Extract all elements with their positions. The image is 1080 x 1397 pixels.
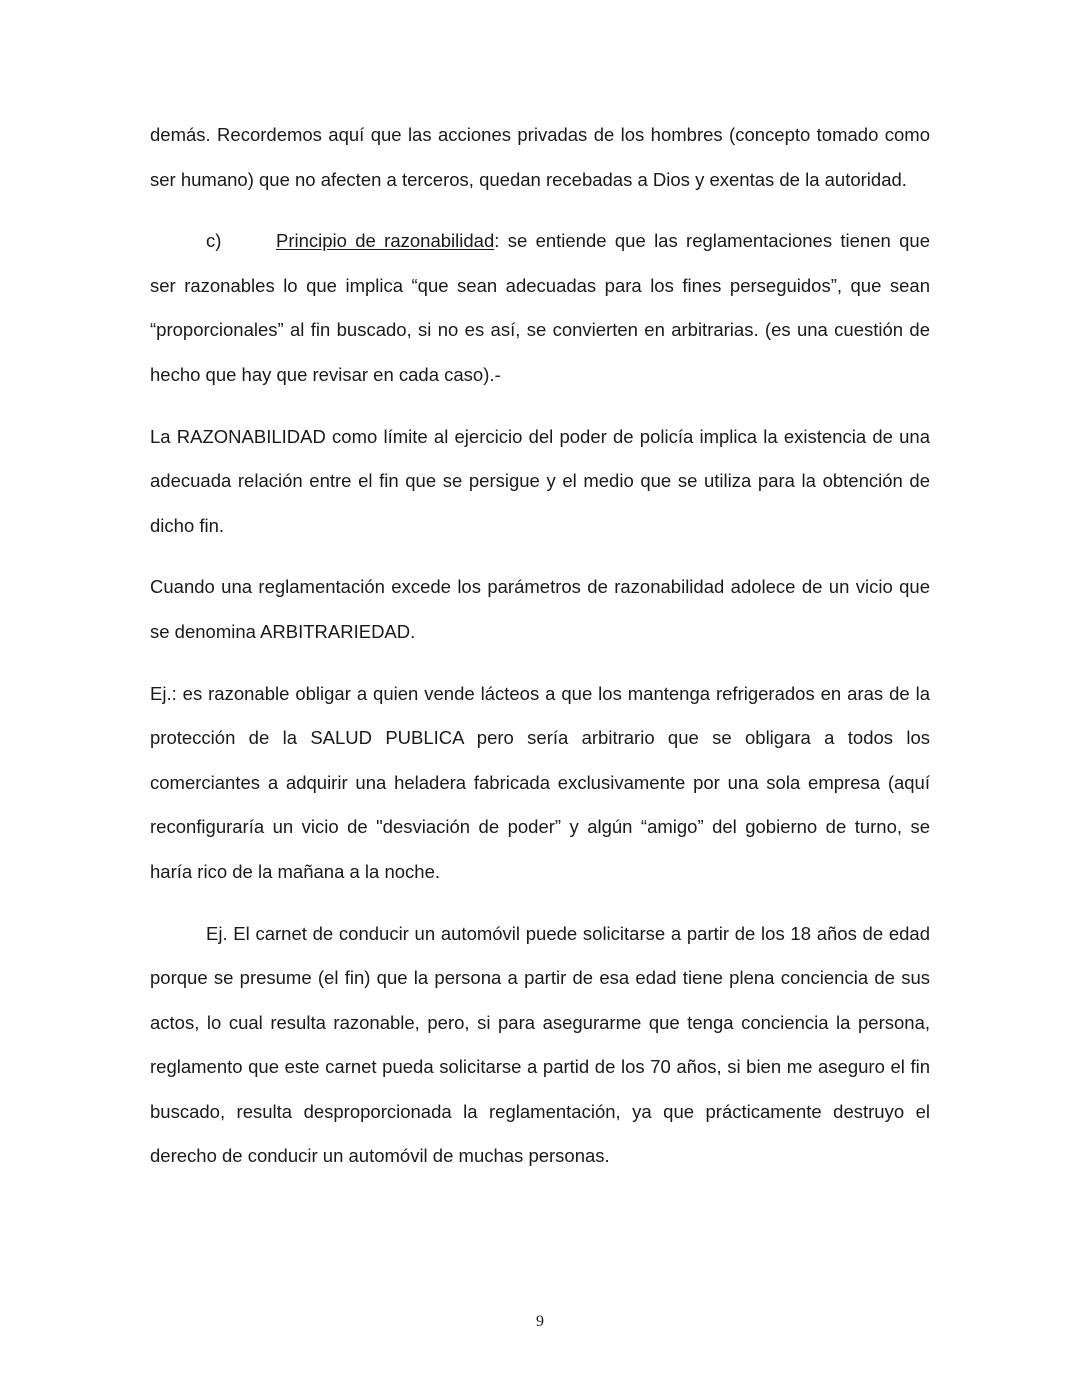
page-number: 9 <box>536 1313 544 1330</box>
paragraph-arbitrariness: Cuando una reglamentación excede los parámetros de razonabilidad adolece de un vicio que se denomina ARBITRARIEDAD. <box>150 576 930 642</box>
list-label: c) <box>206 230 222 252</box>
paragraph-reasonableness-limit: La RAZONABILIDAD como límite al ejercicio del poder de policía implica la existencia de una adecuada relación entre el fin que se persigue y el medio que se utiliza para la obtención de dicho fin. <box>150 425 930 536</box>
document-body <box>150 113 930 1196</box>
principle-definition: : se entiende que las reglamentaciones tienen que ser razonables lo que implica “que sean adecuadas para los fines perseguidos”, que sean “proporcionales” al fin buscado, si no es así, se convierten en arbitrarias. (es una cuestión de hecho que hay que revisar en cada caso).- <box>150 230 930 385</box>
paragraph-private-actions: demás. Recordemos aquí que las acciones privadas de los hombres (concepto tomado como ser humano) que no afecten a terceros, quedan recebadas a Dios y exentas de la autoridad. <box>150 124 930 190</box>
paragraph-reasonableness-principle <box>150 219 930 397</box>
paragraph-example-driving-license: Ej. El carnet de conducir un automóvil puede solicitarse a partir de los 18 años de edad porque se presume (el fin) que la persona a partir de esa edad tiene plena conciencia de sus actos, lo cual resulta razonable, pero, si para asegurarme que tenga conciencia la persona, reglamento que este carnet pueda solicitarse a partid de los 70 años, si bien me aseguro el fin buscado, resulta desproporcionada la reglamentación, ya que prácticamente destruyo el derecho de conducir un automóvil de muchas personas. <box>150 922 930 1167</box>
paragraph-example-dairy: Ej.: es razonable obligar a quien vende lácteos a que los mantenga refrigerados en aras de la protección de la SALUD PUBLICA pero sería arbitrario que se obligara a todos los comerciantes a adquirir una heladera fabricada exclusivamente por una sola empresa (aquí reconfiguraría un vicio de "desviación de poder” y algún “amigo” del gobierno de turno, se haría rico de la mañana a la noche. <box>150 682 930 882</box>
principle-term: Principio de razonabilidad <box>276 230 495 252</box>
